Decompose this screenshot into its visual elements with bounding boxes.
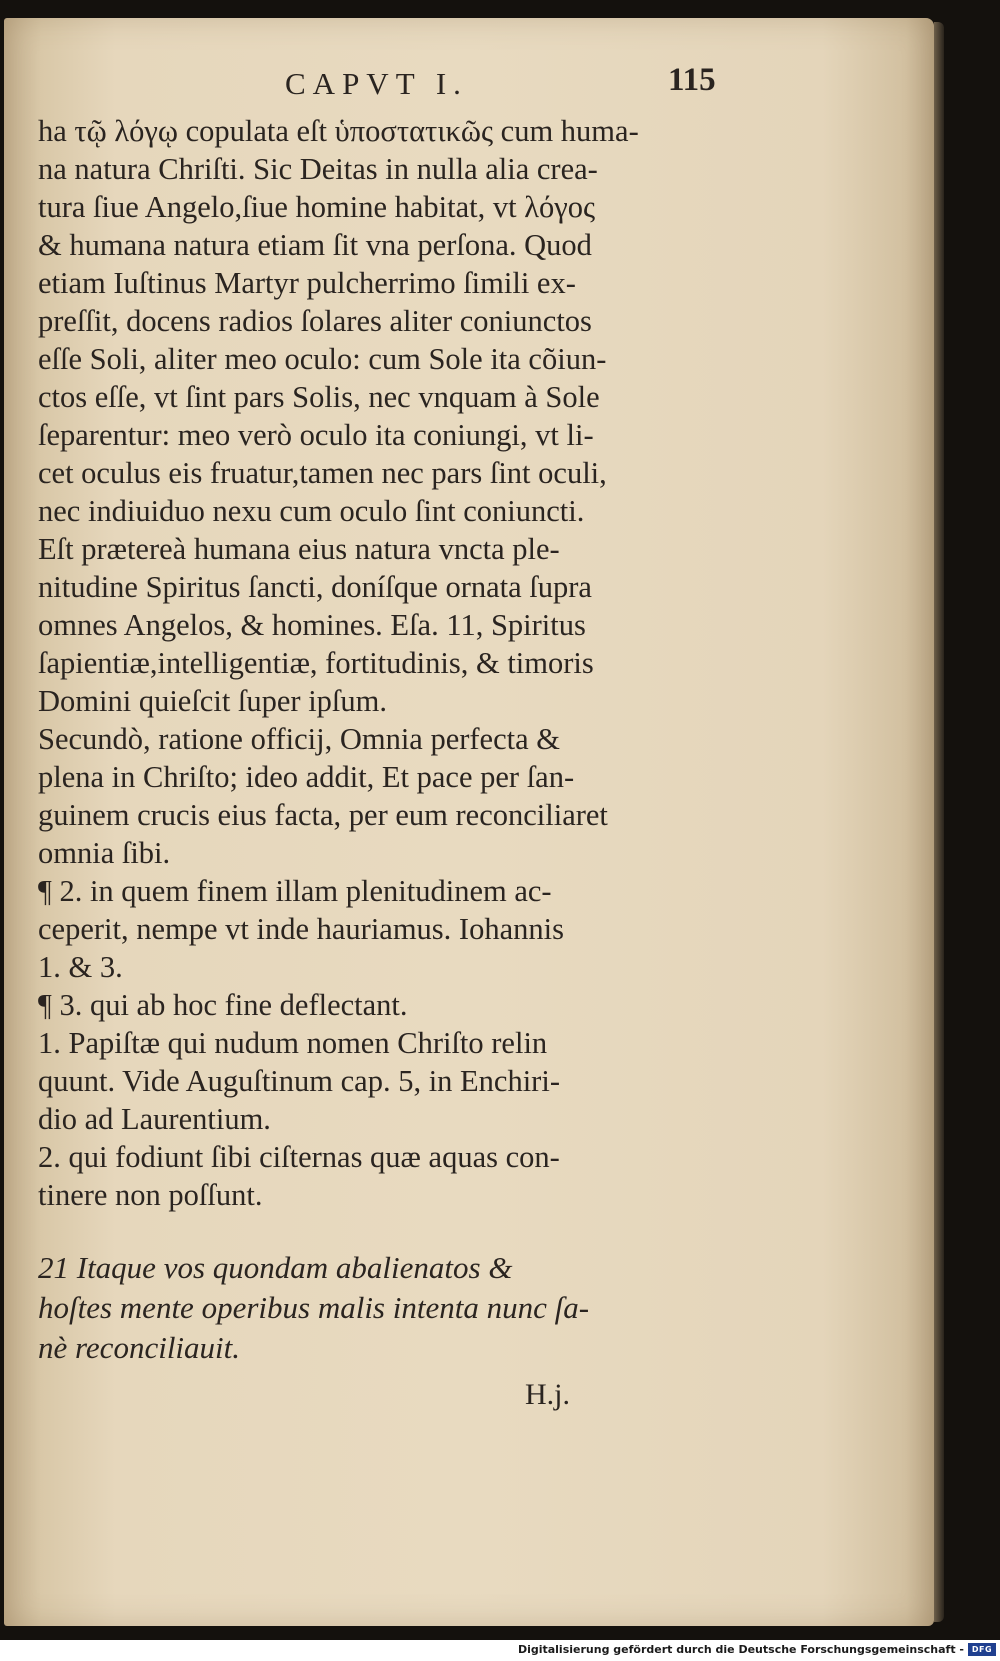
page-edge	[934, 22, 944, 1622]
signature-mark: H.j.	[525, 1378, 570, 1411]
dfg-logo-icon: DFG	[968, 1643, 996, 1656]
body-line: guinem crucis eius facta, per eum reconciliaret	[38, 798, 608, 832]
body-line: Secundò, ratione officij, Omnia perfecta &	[38, 722, 560, 756]
body-line: preſſit, docens radios ſolares aliter coniunctos	[38, 304, 592, 338]
body-line: plena in Chriſto; ideo addit, Et pace per ſan-	[38, 760, 575, 794]
body-line: ſapientiæ,intelligentiæ, fortitudinis, & timoris	[38, 646, 594, 680]
body-line: eſſe Soli, aliter meo oculo: cum Sole ita cõiun-	[38, 342, 607, 376]
body-line: ctos eſſe, vt ſint pars Solis, nec vnquam à Sole	[38, 380, 600, 414]
running-head: CAPVT I.	[285, 66, 468, 101]
body-line: cet oculus eis fruatur,tamen nec pars ſint oculi,	[38, 456, 607, 490]
body-line: ha τῷ λόγῳ copulata eſt ὑποστατικῶς cum huma-	[38, 114, 639, 148]
body-line: nitudine Spiritus ſancti, doníſque ornata ſupra	[38, 570, 592, 604]
credit-bar	[0, 1640, 1000, 1661]
body-line: omnes Angelos, & homines. Eſa. 11, Spiritus	[38, 608, 586, 642]
body-line: tinere non poſſunt.	[38, 1178, 263, 1212]
body-line: dio ad Laurentium.	[38, 1102, 271, 1136]
body-line: Domini quieſcit ſuper ipſum.	[38, 684, 388, 718]
body-line: 1. Papiſtæ qui nudum nomen Chriſto relin	[38, 1026, 548, 1060]
body-line: na natura Chriſti. Sic Deitas in nulla alia crea-	[38, 152, 598, 186]
verse-line: 21 Itaque vos quondam abalienatos &	[38, 1250, 513, 1285]
body-line: quunt. Vide Auguſtinum cap. 5, in Enchiri-	[38, 1064, 560, 1098]
body-line: 1. & 3.	[38, 950, 123, 984]
verse-line: hoſtes mente operibus malis intenta nunc ſa-	[38, 1290, 590, 1325]
body-line: tura ſiue Angelo,ſiue homine habitat, vt λόγος	[38, 190, 596, 224]
body-line: ¶ 3. qui ab hoc fine deflectant.	[38, 988, 408, 1022]
page-number: 115	[668, 62, 716, 98]
credit-text: Digitalisierung gefördert durch die Deutsche Forschungsgemeinschaft -	[517, 1643, 964, 1656]
body-line: Eſt prætereà humana eius natura vncta ple-	[38, 532, 560, 566]
body-line: ſeparentur: meo verò oculo ita coniungi, vt li-	[38, 418, 594, 452]
body-line: nec indiuiduo nexu cum oculo ſint coniuncti.	[38, 494, 585, 528]
body-line: ¶ 2. in quem finem illam plenitudinem ac-	[38, 874, 552, 908]
body-line: 2. qui fodiunt ſibi ciſternas quæ aquas con-	[38, 1140, 560, 1174]
verse-line: nè reconciliauit.	[38, 1330, 241, 1365]
body-line: etiam Iuſtinus Martyr pulcherrimo ſimili ex-	[38, 266, 576, 300]
body-line: & humana natura etiam ſit vna perſona. Quod	[38, 228, 592, 262]
body-line: omnia ſibi.	[38, 836, 171, 870]
body-line: ceperit, nempe vt inde hauriamus. Iohannis	[38, 912, 564, 946]
